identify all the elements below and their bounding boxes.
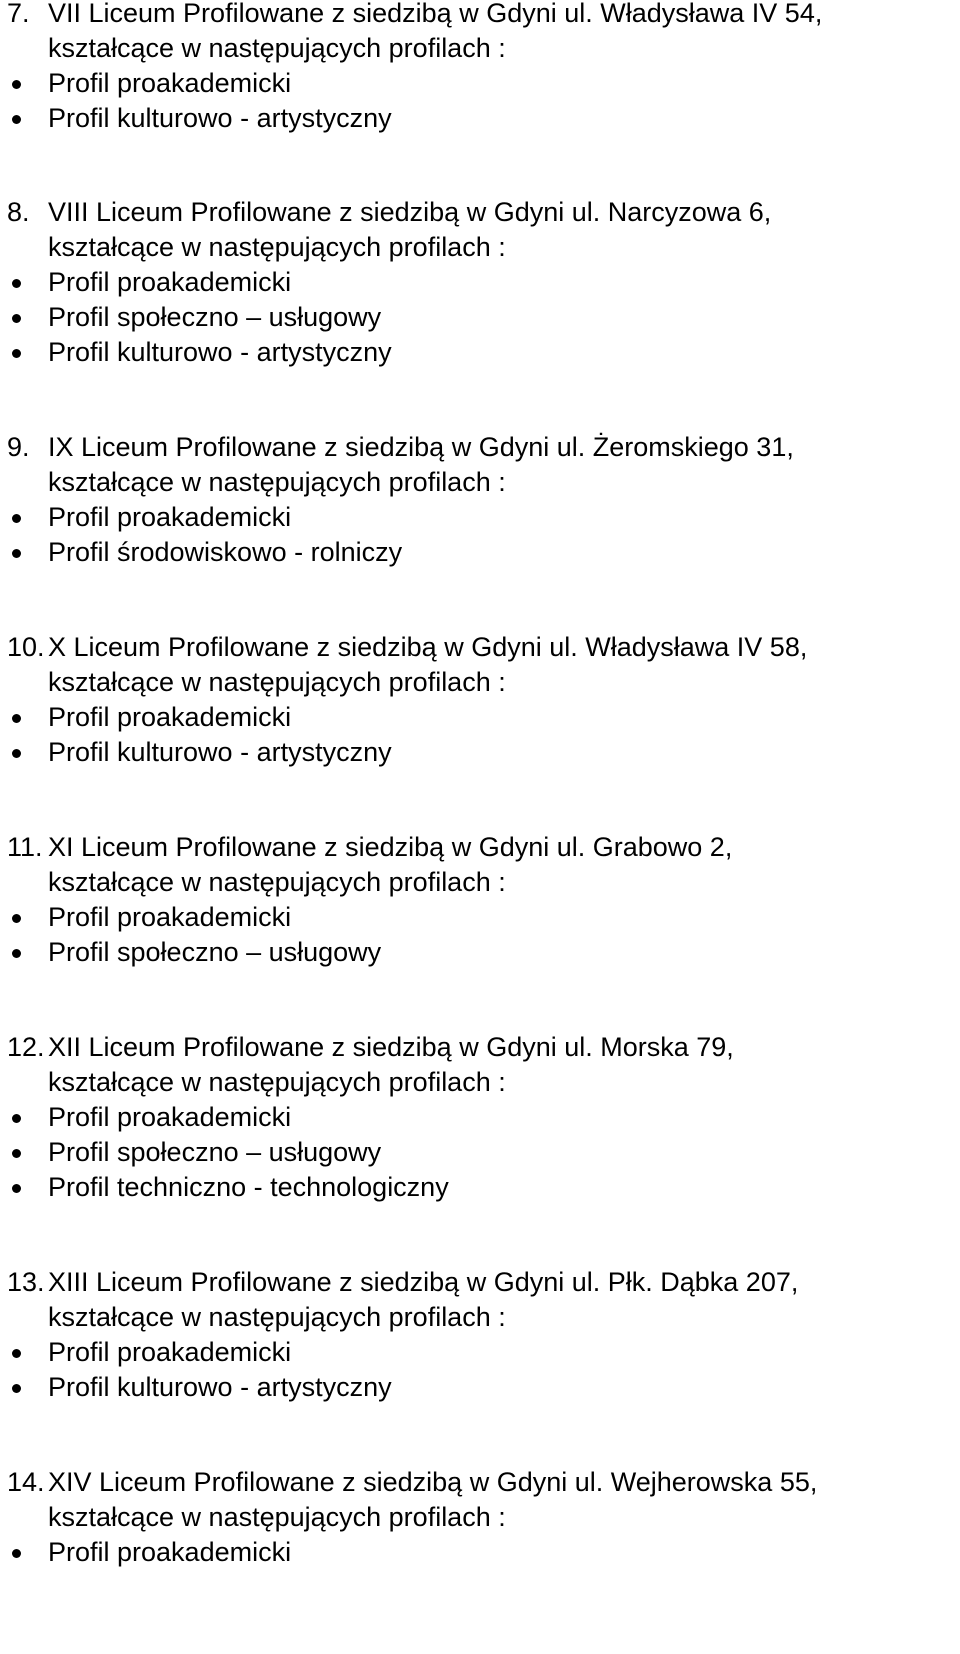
entry-heading-text: XIV Liceum Profilowane z siedzibą w Gdyni ul. Wejherowska 55, — [48, 1467, 818, 1497]
entry-intro-text: kształcące w następujących profilach : — [48, 33, 506, 63]
profile-label: Profil kulturowo - artystyczny — [48, 103, 392, 133]
profile-label: Profil proakademicki — [48, 1102, 292, 1132]
bullet-icon — [12, 949, 21, 958]
bullet-icon — [12, 314, 21, 323]
profile-label: Profil proakademicki — [48, 68, 292, 98]
profile-label: Profil proakademicki — [48, 267, 292, 297]
profile-label: Profil techniczno - technologiczny — [48, 1172, 449, 1202]
profile-label: Profil społeczno – usługowy — [48, 937, 382, 967]
bullet-icon — [12, 914, 21, 923]
bullet-icon — [12, 1184, 21, 1193]
bullet-icon — [12, 1384, 21, 1393]
bullet-icon — [12, 749, 21, 758]
profile-label: Profil proakademicki — [48, 1537, 292, 1567]
bullet-icon — [12, 1549, 21, 1558]
bullet-icon — [12, 1114, 21, 1123]
entry-heading-text: X Liceum Profilowane z siedzibą w Gdyni ul. Władysława IV 58, — [48, 632, 808, 662]
bullet-icon — [12, 549, 21, 558]
entry-intro-text: kształcące w następujących profilach : — [48, 1302, 506, 1332]
entry-heading-text: VII Liceum Profilowane z siedzibą w Gdyni ul. Władysława IV 54, — [48, 0, 823, 28]
entry-intro-text: kształcące w następujących profilach : — [48, 1067, 506, 1097]
bullet-icon — [12, 279, 21, 288]
bullet-icon — [12, 1149, 21, 1158]
entry-heading-text: XI Liceum Profilowane z siedzibą w Gdyni ul. Grabowo 2, — [48, 832, 733, 862]
profile-label: Profil społeczno – usługowy — [48, 302, 382, 332]
bullet-icon — [12, 1349, 21, 1358]
entry-number: 10. — [7, 632, 45, 662]
profile-label: Profil proakademicki — [48, 1337, 292, 1367]
entry-intro-text: kształcące w następujących profilach : — [48, 1502, 506, 1532]
bullet-icon — [12, 80, 21, 89]
profile-label: Profil proakademicki — [48, 902, 292, 932]
profile-label: Profil proakademicki — [48, 702, 292, 732]
entry-number: 7. — [7, 0, 30, 28]
bullet-icon — [12, 714, 21, 723]
entry-intro-text: kształcące w następujących profilach : — [48, 232, 506, 262]
entry-intro-text: kształcące w następujących profilach : — [48, 467, 506, 497]
profile-label: Profil kulturowo - artystyczny — [48, 737, 392, 767]
profile-label: Profil środowiskowo - rolniczy — [48, 537, 403, 567]
entry-heading-text: XIII Liceum Profilowane z siedzibą w Gdyni ul. Płk. Dąbka 207, — [48, 1267, 799, 1297]
profile-label: Profil kulturowo - artystyczny — [48, 337, 392, 367]
entry-intro-text: kształcące w następujących profilach : — [48, 667, 506, 697]
entry-heading-text: XII Liceum Profilowane z siedzibą w Gdyni ul. Morska 79, — [48, 1032, 734, 1062]
entry-number: 13. — [7, 1267, 45, 1297]
entry-heading-text: VIII Liceum Profilowane z siedzibą w Gdyni ul. Narcyzowa 6, — [48, 197, 772, 227]
entry-intro-text: kształcące w następujących profilach : — [48, 867, 506, 897]
bullet-icon — [12, 115, 21, 124]
profile-label: Profil społeczno – usługowy — [48, 1137, 382, 1167]
entry-number: 12. — [7, 1032, 45, 1062]
profile-label: Profil proakademicki — [48, 502, 292, 532]
entry-number: 14. — [7, 1467, 45, 1497]
bullet-icon — [12, 514, 21, 523]
bullet-icon — [12, 349, 21, 358]
entry-number: 11. — [7, 832, 43, 862]
profile-label: Profil kulturowo - artystyczny — [48, 1372, 392, 1402]
entry-number: 9. — [7, 432, 30, 462]
entry-number: 8. — [7, 197, 30, 227]
entry-heading-text: IX Liceum Profilowane z siedzibą w Gdyni ul. Żeromskiego 31, — [48, 432, 794, 462]
